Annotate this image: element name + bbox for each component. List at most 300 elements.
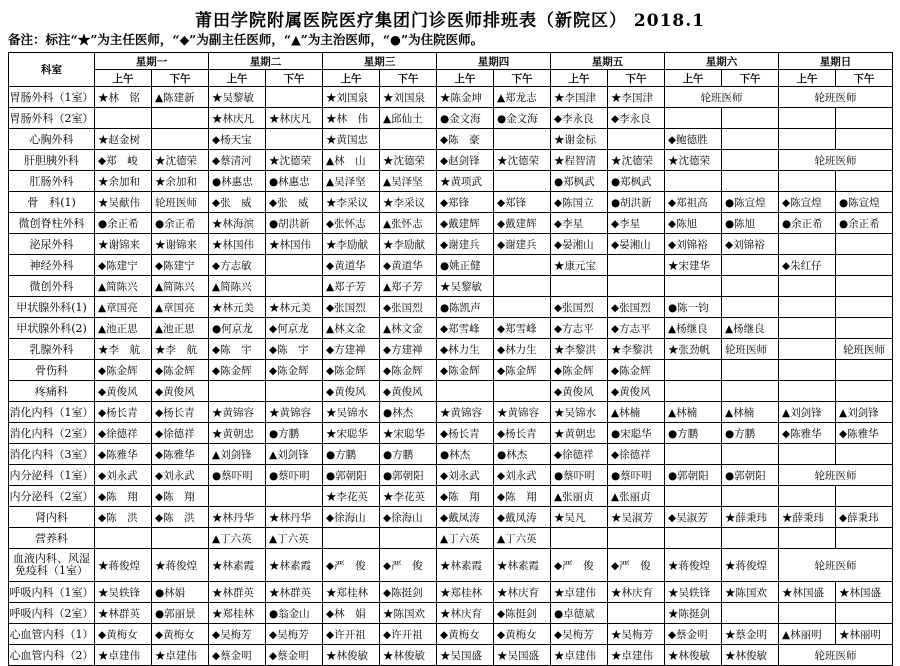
shift-cell: ▲杨继良 <box>665 318 722 339</box>
shift-cell: ★李花英 <box>380 486 437 507</box>
shift-cell: ★黄锦容 <box>266 402 323 423</box>
shift-cell <box>95 528 152 549</box>
shift-cell: ◆方志敏 <box>209 255 266 276</box>
shift-cell: ●方鹏 <box>722 423 779 444</box>
shift-cell: ★黄锦容 <box>437 402 494 423</box>
shift-cell: ★沈德荣 <box>608 150 665 171</box>
shift-cell: ●林惠忠 <box>209 171 266 192</box>
shift-cell <box>494 297 551 318</box>
period-header-row <box>9 70 893 87</box>
shift-cell: ◆陈建宁 <box>152 255 209 276</box>
shift-cell: ◆陈金辉 <box>209 360 266 381</box>
shift-cell: ●方鹏 <box>266 423 323 444</box>
shift-cell: ▲丁六英 <box>209 528 266 549</box>
am-header: 上午 <box>779 70 836 87</box>
shift-cell <box>665 171 722 192</box>
shift-cell: ★卓建伟 <box>608 645 665 666</box>
shift-cell <box>836 171 893 192</box>
shift-cell: ★林丹华 <box>266 507 323 528</box>
shift-cell: ▲林楠 <box>722 402 779 423</box>
shift-cell: ◆晏湘山 <box>551 234 608 255</box>
table-row <box>9 150 893 171</box>
shift-cell: ◆张国烈 <box>608 297 665 318</box>
department-cell: 骨伤科 <box>9 360 95 381</box>
shift-cell: ▲简陈兴 <box>209 276 266 297</box>
am-header: 上午 <box>209 70 266 87</box>
shift-cell: ★卓建伟 <box>152 645 209 666</box>
shift-cell: 轮班医师 <box>722 339 779 360</box>
shift-cell: ●余正希 <box>95 213 152 234</box>
shift-cell: ★吴淑芳 <box>608 507 665 528</box>
shift-cell <box>494 171 551 192</box>
shift-cell <box>779 339 836 360</box>
shift-cell: ◆林力生 <box>437 339 494 360</box>
shift-cell <box>551 528 608 549</box>
shift-cell: ★李黎洪 <box>608 339 665 360</box>
shift-cell: ★林群英 <box>95 603 152 624</box>
shift-cell: ◆杨长青 <box>152 402 209 423</box>
shift-cell: ◆刘永武 <box>494 465 551 486</box>
shift-cell: ●林娟 <box>152 582 209 603</box>
schedule-table <box>8 52 893 666</box>
shift-cell <box>836 234 893 255</box>
shift-cell: ▲张怀志 <box>380 213 437 234</box>
shift-cell: ★吴轶锋 <box>665 582 722 603</box>
shift-cell: ●蔡吓明 <box>551 465 608 486</box>
shift-cell: ▲吴泽坚 <box>380 171 437 192</box>
shift-cell: ●宋聪华 <box>608 423 665 444</box>
table-row <box>9 339 893 360</box>
shift-cell: ★林群英 <box>266 582 323 603</box>
shift-cell <box>722 444 779 465</box>
shift-cell: ★李采议 <box>380 192 437 213</box>
shift-cell <box>494 276 551 297</box>
shift-cell: ◆陈 翔 <box>95 486 152 507</box>
department-cell: 肛肠外科 <box>9 171 95 192</box>
shift-cell: ★黄锦容 <box>494 402 551 423</box>
day-header: 星期五 <box>551 53 665 70</box>
shift-cell: ◆林 娟 <box>323 603 380 624</box>
pm-header: 下午 <box>152 70 209 87</box>
shift-cell: ●陈旭 <box>722 213 779 234</box>
shift-cell: ▲章国亮 <box>152 297 209 318</box>
shift-cell: ★陈金坤 <box>437 87 494 108</box>
shift-cell: ◆陈雅华 <box>95 444 152 465</box>
shift-cell: ◆赵剑锋 <box>437 150 494 171</box>
shift-cell: ◆黄道华 <box>323 255 380 276</box>
shift-cell: ▲刘剑锋 <box>836 402 893 423</box>
shift-cell: ●陈一钧 <box>665 297 722 318</box>
department-cell: 营养科 <box>9 528 95 549</box>
merged-shift-cell: 轮班医师 <box>665 87 779 108</box>
shift-cell: ★宋聪华 <box>380 423 437 444</box>
shift-cell <box>266 255 323 276</box>
pm-header: 下午 <box>494 70 551 87</box>
table-row <box>9 108 893 129</box>
shift-cell: ▲林文金 <box>323 318 380 339</box>
shift-cell: ◆徐海山 <box>323 507 380 528</box>
table-row <box>9 528 893 549</box>
shift-cell: ◆谢建兵 <box>494 234 551 255</box>
shift-cell: ◆李永良 <box>551 108 608 129</box>
shift-cell: ◆郑祖高 <box>665 192 722 213</box>
shift-cell: ★程智清 <box>551 150 608 171</box>
shift-cell: ◆陈金辉 <box>437 360 494 381</box>
shift-cell <box>779 528 836 549</box>
shift-cell <box>665 528 722 549</box>
shift-cell: ★吴国盛 <box>494 645 551 666</box>
department-cell: 心胸外科 <box>9 129 95 150</box>
merged-shift-cell: 轮班医师 <box>779 150 893 171</box>
department-cell: 心血管内科（2） <box>9 645 95 666</box>
shift-cell: ◆徐德祥 <box>551 444 608 465</box>
shift-cell: ▲刘剑锋 <box>266 444 323 465</box>
department-cell: 消化内科（3室） <box>9 444 95 465</box>
shift-cell: ★吴凡 <box>551 507 608 528</box>
shift-cell: ★林庆育 <box>494 582 551 603</box>
shift-cell: ▲张丽贞 <box>608 486 665 507</box>
shift-cell: ◆陈旭 <box>665 213 722 234</box>
shift-cell: ◆薛秉玮 <box>836 507 893 528</box>
shift-cell: ◆黄俊风 <box>323 381 380 402</box>
shift-cell: ●余正希 <box>152 213 209 234</box>
shift-cell: ◆吴淑芳 <box>665 507 722 528</box>
shift-cell: ◆蔡清河 <box>209 150 266 171</box>
shift-cell: ◆陈金辉 <box>608 360 665 381</box>
shift-cell: ●郭丽景 <box>152 603 209 624</box>
shift-cell: ★吴黎敏 <box>437 276 494 297</box>
shift-cell: ◆严 俊 <box>551 549 608 582</box>
shift-cell <box>779 129 836 150</box>
shift-cell <box>836 360 893 381</box>
shift-cell: ★刘国泉 <box>380 87 437 108</box>
shift-cell: ●翁金山 <box>266 603 323 624</box>
shift-cell: ★蔡金明 <box>722 624 779 645</box>
department-cell: 内分泌科（1室） <box>9 465 95 486</box>
shift-cell: ◆李星 <box>608 213 665 234</box>
table-row <box>9 360 893 381</box>
department-cell: 胃肠外科（2室） <box>9 108 95 129</box>
am-header: 上午 <box>551 70 608 87</box>
shift-cell <box>836 603 893 624</box>
shift-cell: ◆黄俊风 <box>551 381 608 402</box>
shift-cell <box>722 528 779 549</box>
department-cell: 甲状腺外科(1) <box>9 297 95 318</box>
shift-cell: ◆戴建辉 <box>437 213 494 234</box>
shift-cell: ●林杰 <box>380 402 437 423</box>
shift-cell <box>836 297 893 318</box>
shift-cell <box>722 603 779 624</box>
table-row <box>9 318 893 339</box>
shift-cell: ◆陈雅华 <box>152 444 209 465</box>
shift-cell: ★林元美 <box>209 297 266 318</box>
dept-header: 科室 <box>9 53 95 87</box>
shift-cell: ●陈宣煌 <box>836 192 893 213</box>
shift-cell: ★李励献 <box>323 234 380 255</box>
department-cell: 心血管内科（1） <box>9 624 95 645</box>
shift-cell: ★林庆育 <box>608 582 665 603</box>
department-cell: 呼吸内科（2室） <box>9 603 95 624</box>
shift-cell: ◆方建禅 <box>380 339 437 360</box>
shift-cell: ★林庆育 <box>437 603 494 624</box>
shift-cell: ◆陈金辉 <box>380 360 437 381</box>
department-cell: 甲状腺外科(2) <box>9 318 95 339</box>
shift-cell <box>608 255 665 276</box>
shift-cell: ★林丹华 <box>209 507 266 528</box>
shift-cell <box>380 528 437 549</box>
shift-cell: ◆陈 宇 <box>209 339 266 360</box>
shift-cell <box>836 255 893 276</box>
shift-cell: ▲林 山 <box>323 150 380 171</box>
pm-header: 下午 <box>608 70 665 87</box>
shift-cell: ▲林文金 <box>380 318 437 339</box>
department-cell: 胃肠外科（1室） <box>9 87 95 108</box>
department-cell: 微创外科 <box>9 276 95 297</box>
shift-cell: ◆徐海山 <box>380 507 437 528</box>
department-cell: 泌尿外科 <box>9 234 95 255</box>
shift-cell: ◆严 俊 <box>608 549 665 582</box>
shift-cell: ◆徐德祥 <box>152 423 209 444</box>
shift-cell: ●陈宣煌 <box>722 192 779 213</box>
shift-cell: ◆刘永武 <box>152 465 209 486</box>
day-header-row <box>9 53 893 70</box>
shift-cell: ◆许开祖 <box>323 624 380 645</box>
shift-cell: ▲丁六英 <box>266 528 323 549</box>
shift-cell <box>779 381 836 402</box>
table-row <box>9 297 893 318</box>
shift-cell: ◆陈金辉 <box>323 360 380 381</box>
shift-cell <box>779 444 836 465</box>
shift-cell: ★林 铭 <box>95 87 152 108</box>
shift-cell <box>494 255 551 276</box>
shift-cell: ★吴轶锋 <box>95 582 152 603</box>
shift-cell: ★郑桂林 <box>209 603 266 624</box>
shift-cell <box>779 360 836 381</box>
shift-cell: ★林素霞 <box>494 549 551 582</box>
shift-cell: ◆陈金辉 <box>152 360 209 381</box>
shift-cell <box>722 276 779 297</box>
shift-cell: ◆郑锋 <box>494 192 551 213</box>
shift-cell: ◆陈建宁 <box>95 255 152 276</box>
shift-cell: ◆张怀志 <box>323 213 380 234</box>
shift-cell <box>779 486 836 507</box>
shift-cell <box>95 108 152 129</box>
shift-cell: ◆黄俊风 <box>95 381 152 402</box>
am-header: 上午 <box>323 70 380 87</box>
shift-cell: ◆吴梅芳 <box>551 624 608 645</box>
shift-cell: ◆张 威 <box>209 192 266 213</box>
shift-cell <box>608 603 665 624</box>
table-row <box>9 234 893 255</box>
shift-cell: ●郭朝阳 <box>665 465 722 486</box>
shift-cell: ◆晏湘山 <box>608 234 665 255</box>
shift-cell: ◆戴凤涛 <box>437 507 494 528</box>
shift-cell <box>494 381 551 402</box>
shift-cell: ★沈德荣 <box>266 150 323 171</box>
shift-cell <box>722 108 779 129</box>
shift-cell: ●卓德斌 <box>551 603 608 624</box>
shift-cell: ◆黄梅女 <box>152 624 209 645</box>
department-cell: 呼吸内科（1室） <box>9 582 95 603</box>
am-header: 上午 <box>665 70 722 87</box>
table-row <box>9 645 893 666</box>
shift-cell: ◆谢建兵 <box>437 234 494 255</box>
shift-cell: ★林俊敏 <box>323 645 380 666</box>
merged-shift-cell: 轮班医师 <box>779 465 893 486</box>
shift-cell: ◆鲍德胜 <box>665 129 722 150</box>
shift-cell: ◆蔡金明 <box>209 645 266 666</box>
shift-cell: ★林素霞 <box>437 549 494 582</box>
shift-cell: ◆蔡金明 <box>665 624 722 645</box>
shift-cell: ◆杨长青 <box>494 423 551 444</box>
shift-cell: ★蒋俊煌 <box>722 549 779 582</box>
shift-cell: ▲郑子芳 <box>380 276 437 297</box>
table-row <box>9 213 893 234</box>
shift-cell: ◆徐德祥 <box>608 444 665 465</box>
am-header: 上午 <box>95 70 152 87</box>
shift-cell <box>266 381 323 402</box>
shift-cell: ◆严 俊 <box>380 549 437 582</box>
department-cell: 消化内科（2室） <box>9 423 95 444</box>
shift-cell: ◆严 俊 <box>323 549 380 582</box>
department-cell: 肝胆胰外科 <box>9 150 95 171</box>
shift-cell: ●林惠忠 <box>266 171 323 192</box>
merged-shift-cell: 轮班医师 <box>779 549 893 582</box>
shift-cell: ▲刘剑锋 <box>779 402 836 423</box>
shift-cell: ▲郑子芳 <box>323 276 380 297</box>
shift-cell <box>665 486 722 507</box>
shift-cell: ◆陈 洪 <box>152 507 209 528</box>
merged-shift-cell: 轮班医师 <box>836 339 893 360</box>
shift-cell <box>836 486 893 507</box>
shift-cell: ◆陈 翔 <box>494 486 551 507</box>
shift-cell: ★沈德荣 <box>494 150 551 171</box>
shift-cell: ★赵金树 <box>95 129 152 150</box>
shift-cell: ◆杨长青 <box>95 402 152 423</box>
table-row <box>9 444 893 465</box>
shift-cell: ★林俊敏 <box>380 645 437 666</box>
shift-cell <box>209 486 266 507</box>
shift-cell: ▲杨继良 <box>722 318 779 339</box>
shift-cell: ★林国盛 <box>836 582 893 603</box>
shift-cell <box>779 603 836 624</box>
table-row <box>9 486 893 507</box>
table-row <box>9 507 893 528</box>
table-row <box>9 423 893 444</box>
shift-cell: ★沈德荣 <box>152 150 209 171</box>
shift-cell <box>722 297 779 318</box>
shift-cell: ◆陈 洪 <box>95 507 152 528</box>
shift-cell: ◆黄道华 <box>380 255 437 276</box>
shift-cell: ★陈国欢 <box>380 603 437 624</box>
shift-cell: ★谢锦来 <box>95 234 152 255</box>
shift-cell: ◆陈雅华 <box>779 423 836 444</box>
shift-cell: ◆徐德祥 <box>95 423 152 444</box>
shift-cell: ▲池正思 <box>152 318 209 339</box>
shift-cell <box>779 108 836 129</box>
shift-cell: ▲邱仙土 <box>380 108 437 129</box>
shift-cell: ★林海滨 <box>209 213 266 234</box>
shift-cell: ★谢锦来 <box>152 234 209 255</box>
shift-cell: ★林元美 <box>266 297 323 318</box>
shift-cell: ◆黄梅女 <box>437 624 494 645</box>
shift-cell: ▲丁六英 <box>494 528 551 549</box>
table-row <box>9 192 893 213</box>
shift-cell <box>779 171 836 192</box>
department-cell: 乳腺外科 <box>9 339 95 360</box>
day-header: 星期四 <box>437 53 551 70</box>
shift-cell: ◆黄俊风 <box>152 381 209 402</box>
shift-cell: ◆陈挺剑 <box>494 603 551 624</box>
shift-cell: ◆蔡金明 <box>266 645 323 666</box>
shift-cell <box>722 171 779 192</box>
shift-cell: ◆陈 宇 <box>266 339 323 360</box>
shift-cell: ●姚正健 <box>437 255 494 276</box>
shift-cell: ★林群英 <box>209 582 266 603</box>
shift-cell: ★李国津 <box>551 87 608 108</box>
department-cell: 血液内科、风湿免疫科（1室） <box>9 549 95 582</box>
shift-cell <box>779 276 836 297</box>
shift-cell <box>836 108 893 129</box>
shift-cell: ★林国伟 <box>266 234 323 255</box>
shift-cell: ▲林丽明 <box>779 624 836 645</box>
shift-cell: ◆方志平 <box>551 318 608 339</box>
table-row <box>9 255 893 276</box>
department-cell: 内分泌科（2室） <box>9 486 95 507</box>
department-cell: 消化内科（1室） <box>9 402 95 423</box>
shift-cell: ◆陈金辉 <box>95 360 152 381</box>
shift-cell: ▲章国亮 <box>95 297 152 318</box>
shift-cell: ●郑枫武 <box>551 171 608 192</box>
shift-cell: ◆林力生 <box>494 339 551 360</box>
shift-cell: ▲吴泽坚 <box>323 171 380 192</box>
shift-cell: ◆何京龙 <box>266 318 323 339</box>
shift-cell <box>722 150 779 171</box>
shift-cell: ★吴梅芳 <box>608 624 665 645</box>
shift-cell: ◆张国烈 <box>551 297 608 318</box>
table-row <box>9 624 893 645</box>
table-row <box>9 582 893 603</box>
shift-cell: ★沈德荣 <box>665 150 722 171</box>
department-cell: 肾内科 <box>9 507 95 528</box>
shift-cell: ◆陈金辉 <box>551 360 608 381</box>
shift-cell <box>836 528 893 549</box>
day-header: 星期二 <box>209 53 323 70</box>
shift-cell: ★吴锦水 <box>551 402 608 423</box>
shift-cell: ◆李星 <box>551 213 608 234</box>
shift-cell: ★吴献伟 <box>95 192 152 213</box>
shift-cell: ◆陈 翔 <box>437 486 494 507</box>
shift-cell: ★林庆凡 <box>266 108 323 129</box>
shift-cell <box>722 129 779 150</box>
shift-cell: ◆郑雪峰 <box>437 318 494 339</box>
shift-cell: ◆陈 豪 <box>437 129 494 150</box>
shift-cell: ★李花英 <box>323 486 380 507</box>
shift-cell: ◆张国烈 <box>323 297 380 318</box>
shift-cell: ★宋聪华 <box>323 423 380 444</box>
shift-cell <box>608 276 665 297</box>
shift-cell: ◆郑 峻 <box>95 150 152 171</box>
shift-cell: ◆杨长青 <box>437 423 494 444</box>
shift-cell <box>836 444 893 465</box>
shift-cell <box>152 129 209 150</box>
shift-cell: ◆刘永武 <box>95 465 152 486</box>
shift-cell <box>437 381 494 402</box>
shift-cell: ★康元宝 <box>551 255 608 276</box>
shift-cell: ●林杰 <box>437 444 494 465</box>
shift-cell: ★黄项武 <box>437 171 494 192</box>
shift-cell <box>779 297 836 318</box>
